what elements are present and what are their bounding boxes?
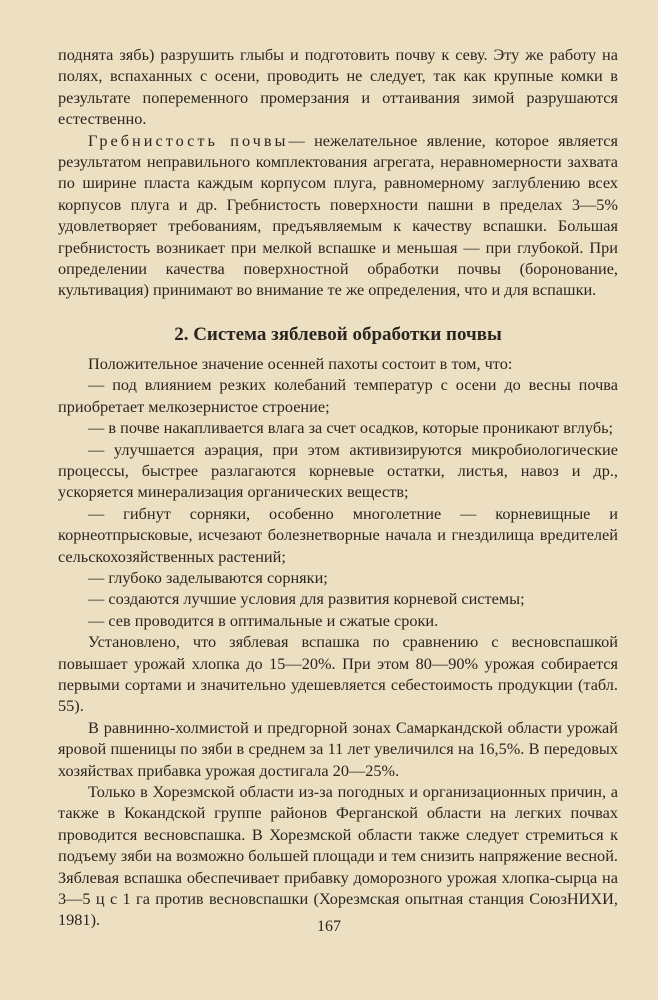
section-heading: 2. Система зяблевой обработки почвы [174, 323, 502, 345]
page-text [58, 44, 618, 931]
list-item: — под влиянием резких колебаний температур с осени до весны почва приобретает мелкозернистое строение; [58, 375, 618, 416]
paragraph-samarkand: В равнинно-холмистой и предгорной зонах Самаркандской области урожай яровой пшеницы по зяби в среднем за 11 лет увеличился на 16,5%. В передовых хозяйствах прибавка урожая достигала 20—25%. [58, 717, 618, 780]
list-item: — создаются лучшие условия для развития корневой системы; [88, 589, 525, 609]
list-item: — сев проводится в оптимальные и сжатые сроки. [88, 610, 439, 630]
page-number: 167 [317, 918, 341, 935]
list-item: — улучшается аэрация, при этом активизируются микробиологические процессы, быстрее разлагаются корневые остатки, листья, навоз и др., ускоряется минерализация органических веществ; [58, 439, 618, 502]
paragraph-plowing-continuation: поднята зябь) разрушить глыбы и подготовить почву к севу. Эту же работу на полях, вспаханных с осени, проводить не следует, так как крупные комки в результате попеременного промерзания и оттаивания зимой разрушаются естественно. [58, 45, 618, 129]
paragraph-khorezm: Только в Хорезмской области из-за погодных и организационных причин, а также в Кокандской группе районов Ферганской области на легких почвах проводится весновспашка. В Хорезмской области также следует стремиться к подъему зяби на возможно большей площади и тем снизить напряжение весной. Зяблевая вспашка обеспечивает прибавку доморозного урожая хлопка-сырца на 3—5 ц с 1 га против весновспашки (Хорезмская опытная станция СоюзНИХИ, 1981). [58, 782, 618, 930]
paragraph-intro: Положительное значение осенней пахоты состоит в том, что: [88, 353, 513, 373]
term-ridging: Гребнистость почвы [88, 130, 289, 150]
list-item: — в почве накапливается влага за счет осадков, которые проникают вглубь; [88, 418, 614, 438]
paragraph-yield: Установлено, что зяблевая вспашка по сравнению с весновспашкой повышает урожай хлопка до 15—20%. При этом 80—90% урожая собирается первыми сортами и значительно удешевляется себестоимость продукции (табл. 55). [58, 632, 618, 716]
list-item: — гибнут сорняки, особенно многолетние — корневищные и корнеотпрысковые, исчезают болезнетворные начала и гнездилища вредителей сельскохозяйственных растений; [58, 503, 618, 566]
paragraph-ridging [58, 130, 618, 301]
paragraph-ridging-text: — нежелательное явление, которое является результатом неправильного комплектования агрегата, неравномерности захвата по ширине пласта каждым корпусом плуга, равномерному заглублению всех корпусов плуга и др. Гребнистость поверхности пашни в пределах 3—5% удовлетворяет требованиям, предъявляемым к качеству вспашки. Большая гребнистость возникает при мелкой вспашке и меньшая — при глубокой. При определении качества поверхностной обработки почвы (боронование, культивация) принимают во внимание те же определения, что и для вспашки. [58, 130, 618, 300]
list-item: — глубоко заделываются сорняки; [88, 567, 328, 587]
